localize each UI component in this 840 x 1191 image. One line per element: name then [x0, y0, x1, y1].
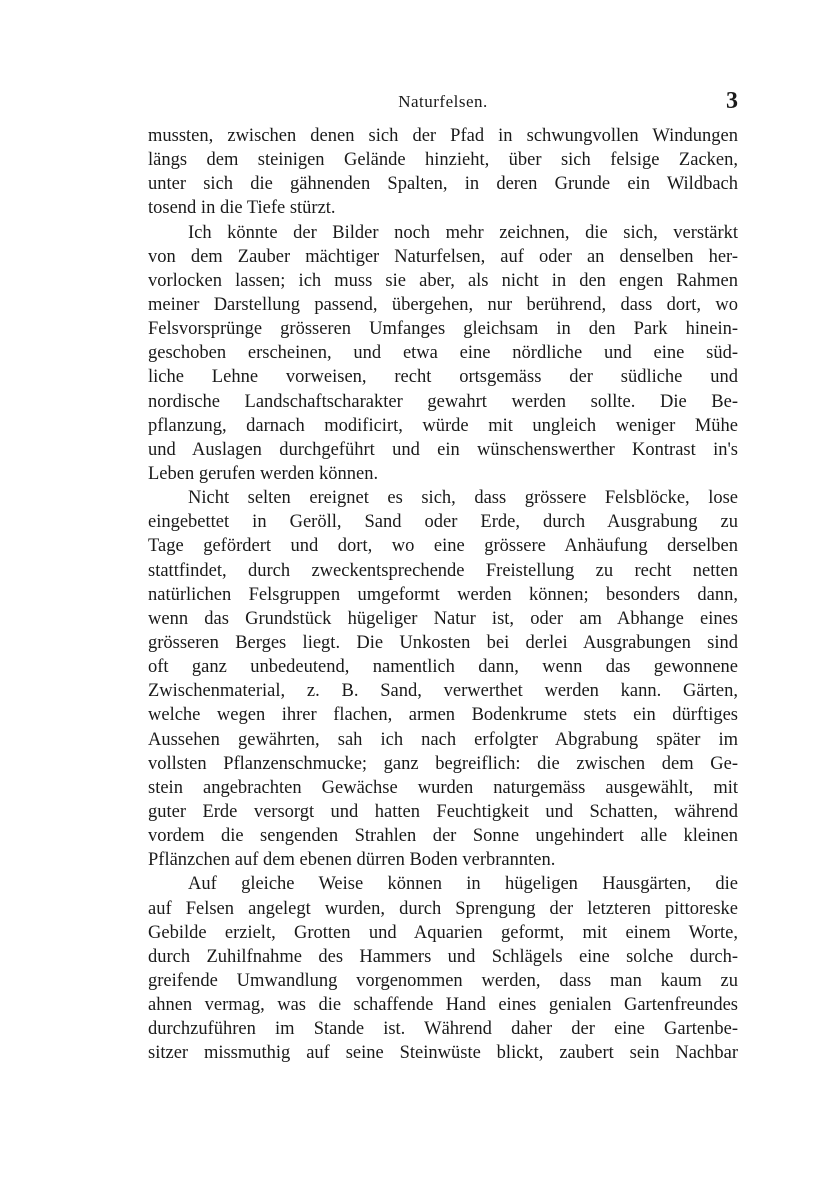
text-line: Leben gerufen werden können.	[148, 463, 379, 484]
text-line: meiner Darstellung passend, übergehen, nur berührend, dass dort, wo	[148, 294, 738, 315]
text-line: grösseren Berges liegt. Die Unkosten bei derlei Ausgrabungen sind	[148, 632, 738, 653]
text-line: Tage gefördert und dort, wo eine grössere Anhäufung derselben	[148, 536, 738, 557]
page-header	[148, 88, 738, 118]
text-line: mussten, zwischen denen sich der Pfad in schwungvollen Windungen	[148, 126, 738, 146]
text-line: sitzer missmuthig auf seine Steinwüste blickt, zaubert sein Nachbar	[148, 1043, 738, 1064]
text-line: tosend in die Tiefe stürzt.	[148, 198, 336, 219]
text-line: wenn das Grundstück hügeliger Natur ist, oder am Abhange eines	[148, 608, 738, 629]
text-line: Nicht selten ereignet es sich, dass grössere Felsblöcke, lose	[188, 488, 738, 509]
text-line: greifende Umwandlung vorgenommen werden, dass man kaum zu	[148, 970, 738, 991]
text-line: eingebettet in Geröll, Sand oder Erde, durch Ausgrabung zu	[148, 512, 738, 533]
text-line: oft ganz unbedeutend, namentlich dann, wenn das gewonnene	[148, 657, 738, 678]
page-number: 3	[726, 88, 738, 114]
running-head: Naturfelsen.	[398, 92, 488, 111]
text-line: nordische Landschaftscharakter gewahrt werden sollte. Die Be-	[148, 391, 738, 412]
text-line: welche wegen ihrer flachen, armen Bodenkrume stets ein dürftiges	[148, 705, 738, 726]
text-line: Zwischenmaterial, z. B. Sand, verwerthet werden kann. Gärten,	[148, 681, 738, 702]
text-line: vorlocken lassen; ich muss sie aber, als nicht in den engen Rahmen	[148, 270, 738, 291]
text-line: unter sich die gähnenden Spalten, in deren Grunde ein Wildbach	[148, 174, 738, 195]
text-line: stein angebrachten Gewächse wurden naturgemäss ausgewählt, mit	[148, 777, 738, 798]
text-line: auf Felsen angelegt wurden, durch Sprengung der letzteren pittoreske	[148, 898, 738, 919]
text-line: vollsten Pflanzenschmucke; ganz begreiflich: die zwischen dem Ge-	[148, 753, 738, 774]
text-line: guter Erde versorgt und hatten Feuchtigkeit und Schatten, während	[148, 801, 738, 822]
body-text	[148, 124, 738, 1065]
text-line: und Auslagen durchgeführt und ein wünschenswerther Kontrast in's	[148, 439, 738, 460]
book-page	[148, 88, 738, 1065]
text-line: Ich könnte der Bilder noch mehr zeichnen, die sich, verstärkt	[188, 222, 738, 243]
text-line: geschoben erscheinen, und etwa eine nördliche und eine süd-	[148, 343, 738, 364]
text-line: vordem die sengenden Strahlen der Sonne ungehindert alle kleinen	[148, 826, 738, 847]
text-line: Auf gleiche Weise können in hügeligen Hausgärten, die	[188, 874, 738, 895]
text-line: Aussehen gewährten, sah ich nach erfolgter Abgrabung später im	[148, 729, 738, 750]
text-line: Felsvorsprünge grösseren Umfanges gleichsam in den Park hinein-	[148, 319, 738, 340]
text-line: längs dem steinigen Gelände hinzieht, über sich felsige Zacken,	[148, 150, 738, 171]
text-line: Gebilde erzielt, Grotten und Aquarien geformt, mit einem Worte,	[148, 922, 738, 943]
text-line: Pflänzchen auf dem ebenen dürren Boden verbrannten.	[148, 850, 556, 871]
text-line: durchzuführen im Stande ist. Während daher der eine Gartenbe-	[148, 1019, 738, 1040]
text-line: ahnen vermag, was die schaffende Hand eines genialen Gartenfreundes	[148, 995, 738, 1016]
text-line: liche Lehne vorweisen, recht ortsgemäss der südliche und	[148, 367, 738, 388]
text-line: durch Zuhilfnahme des Hammers und Schlägels eine solche durch-	[148, 946, 738, 967]
text-line: stattfindet, durch zweckentsprechende Freistellung zu recht netten	[148, 560, 738, 581]
text-line: pflanzung, darnach modificirt, würde mit ungleich weniger Mühe	[148, 415, 738, 436]
text-line: von dem Zauber mächtiger Naturfelsen, auf oder an denselben her-	[148, 246, 738, 267]
text-line: natürlichen Felsgruppen umgeformt werden können; besonders dann,	[148, 584, 738, 605]
